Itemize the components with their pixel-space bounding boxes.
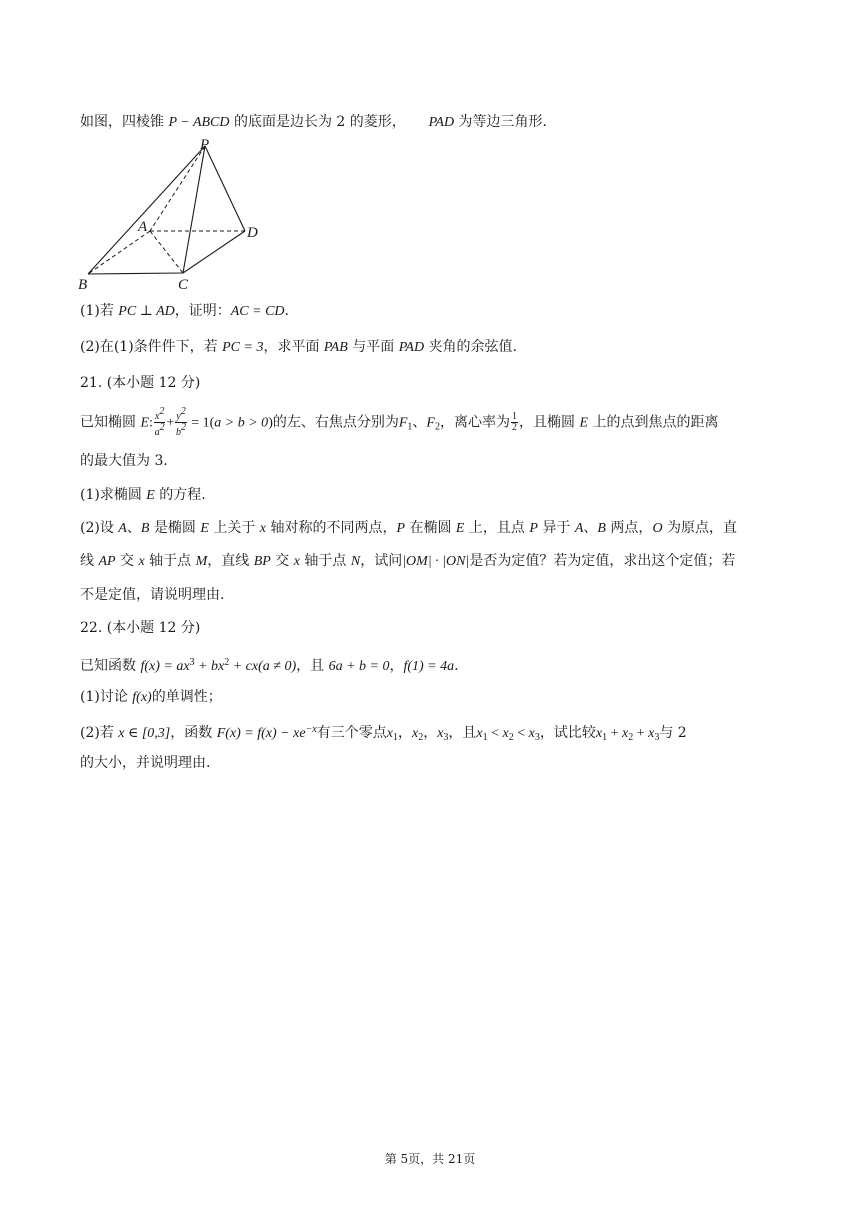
page-footer: 第 5页，共 21页 bbox=[384, 1152, 476, 1166]
q22-statement: 已知函数 $f(x) = ax^3 + bx^2 + cx(a \ne 0)$，且 6a + b = 0，f(1) = 4a. bbox=[80, 657, 459, 674]
edge-PC bbox=[183, 146, 205, 273]
q21-header: 21. (本小题 12 分) bbox=[80, 375, 201, 391]
q21-part2-line2: 线 AP 交 x 轴于点 M，直线 BP 交 x 轴于点 N，试问|OM| · |ON|是否为定值？若为定值，求出这个定值；若 bbox=[80, 553, 736, 569]
label-P: P bbox=[200, 137, 210, 153]
edge-PA bbox=[150, 146, 205, 231]
pyramid-name: P − ABCD bbox=[168, 115, 230, 130]
edge-PB bbox=[88, 146, 205, 274]
edge-BC bbox=[88, 273, 183, 274]
q20-part2: (2)在(1)条件件下，若 PC = 3，求平面 PAB 与平面 PAD 夹角的余弦值. bbox=[80, 339, 518, 355]
q21-part2-line1: (2)设 A、B 是椭圆 E 上关于 x 轴对称的不同两点，P 在椭圆 E 上，且点 P 异于 A、B 两点，O 为原点，直 bbox=[80, 520, 738, 536]
label-A: A bbox=[138, 219, 148, 235]
q21-part1: (1)求椭圆 E 的方程. bbox=[80, 487, 206, 503]
q22-part2-line1: (2)若 x ∈ [0,3]，函数 $F(x) = f(x) - xe^{-x}$有三个零点$x_1$，$x_2$，$x_3$，且$x_1 < x_2 < x_3$，试比较$x_1 + x_2 + x_3$与 2 bbox=[80, 724, 687, 743]
label-D: D bbox=[247, 225, 258, 241]
q22-part2-line2: 的大小，并说明理由. bbox=[80, 755, 211, 771]
q21-part2-line3: 不是定值，请说明理由. bbox=[80, 587, 225, 603]
edge-CD bbox=[183, 231, 245, 273]
label-C: C bbox=[178, 277, 189, 293]
label-B: B bbox=[78, 277, 88, 293]
q22-part1: (1)讨论 f(x)的单调性； bbox=[80, 689, 222, 705]
q20-part1: (1)若 PC ⊥ AD，证明：AC = CD. bbox=[80, 303, 289, 319]
q21-statement-line2: 的最大值为 3. bbox=[80, 453, 168, 469]
problem-intro: 如图，四棱锥 P − ABCD 的底面是边长为 2 的菱形， PAD 为等边三角形. bbox=[80, 114, 547, 130]
triangle-name: PAD bbox=[428, 115, 455, 130]
q22-header: 22. (本小题 12 分) bbox=[80, 620, 201, 636]
edge-AB bbox=[88, 231, 150, 274]
edge-AC bbox=[150, 231, 183, 273]
pyramid-figure bbox=[70, 134, 270, 294]
edge-PD bbox=[205, 146, 245, 231]
q21-statement-line1: 已知椭圆 E: $\frac{x2}{a2}$ + $\frac{y2}{b2}$ = 1(a > b > 0)的左、右焦点分别为$F_1$、$F_2$，离心率为 $\frac{1}{2}$ ，且椭圆 E 上的点到焦点的距离 bbox=[80, 406, 719, 438]
